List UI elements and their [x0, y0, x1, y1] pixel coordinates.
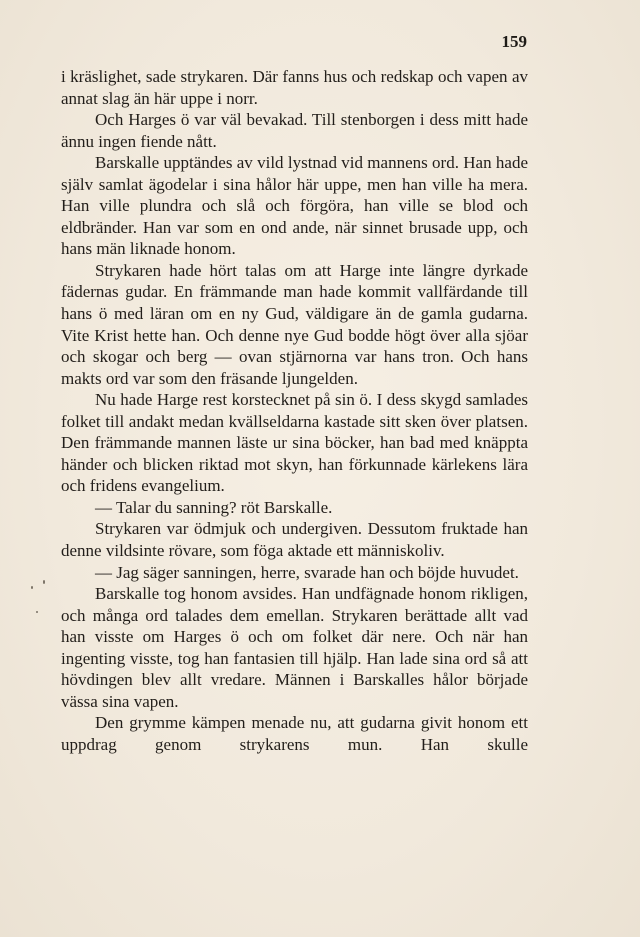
paragraph: Nu hade Harge rest korstecknet på sin ö. I dess skygd samlades folket till andakt medan kvällseldarna kastade sitt sken över platsen. Den främmande mannen läste ur sina böcker, han bad med knäppta händer och blicken riktad mot skyn, han förkunnade kärlekens lära och fridens evangelium. — [61, 390, 528, 496]
dialogue-paragraph: — Jag säger sanningen, herre, svarade han och böjde huvudet. — [95, 562, 519, 582]
paragraph: Barskalle tog honom avsides. Han undfägnade honom rikligen, och många ord talades dem emellan. Strykaren berättade allt vad han visste om Harges ö och om folket där nere. Och när han ingenting visste, tog han fantasien till hjälp. Han lade sina ord så att hövdingen blev allt vredare. Männen i Barskalles hålor började vässa sina vapen. — [61, 584, 528, 711]
paper-speck — [36, 611, 38, 613]
paragraph: i kräslighet, sade strykaren. Där fanns hus och redskap och vapen av annat slag än här uppe i norr. — [61, 67, 528, 108]
body-text — [61, 66, 528, 756]
paper-speck — [43, 580, 45, 584]
paragraph: Och Harges ö var väl bevakad. Till stenborgen i dess mitt hade ännu ingen fiende nått. — [61, 110, 528, 151]
paragraph: Den grymme kämpen menade nu, att gudarna givit honom ett uppdrag genom strykarens mun. Han skulle — [61, 713, 528, 754]
paragraph: Barskalle upptändes av vild lystnad vid mannens ord. Han hade själv samlat ägodelar i sina hålor här uppe, men han ville ha mera. Han ville plundra och slå och förgöra, han ville se blod och eldbränder. Han var som en ond ande, när sinnet brusade upp, och hans män liknade honom. — [61, 153, 528, 259]
paragraph: Strykaren var ödmjuk och undergiven. Dessutom fruktade han denne vildsinte rövare, som föga aktade ett människoliv. — [61, 519, 528, 561]
dialogue-paragraph: — Talar du sanning? röt Barskalle. — [95, 497, 333, 517]
page-number: 159 — [501, 32, 527, 51]
paper-speck — [31, 586, 33, 589]
paragraph: Strykaren hade hört talas om att Harge inte längre dyrkade fädernas gudar. En främmande man hade kommit vallfärdande till hans ö med läran om en ny Gud, väldigare än de gamla gudarna. Vite Krist hette han. Och denne nye Gud bodde högt över alla sjöar och skogar och berg — ovan stjärnorna var hans tron. Och hans makts ord var som den fräsande ljungelden. — [61, 260, 528, 388]
